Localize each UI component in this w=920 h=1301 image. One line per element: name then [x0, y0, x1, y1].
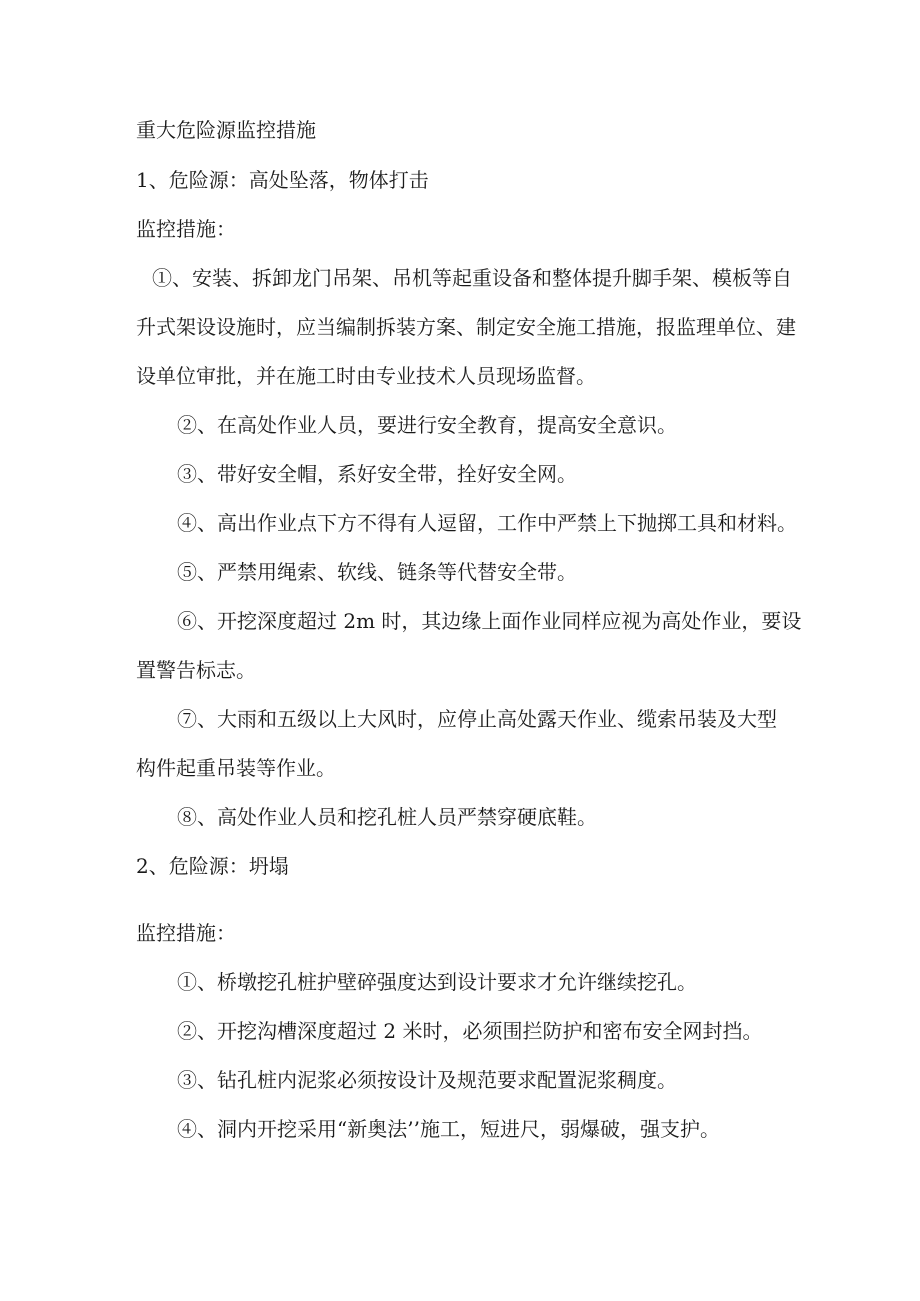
section1-item7-line1: ⑦、大雨和五级以上大风时，应停止高处露天作业、缆索吊装及大型 — [177, 707, 777, 731]
section1-item8: ⑧、高处作业人员和挖孔桩人员严禁穿硬底鞋。 — [177, 805, 597, 829]
section2-item4: ④、洞内开挖采用“新奥法’’施工，短进尺，弱爆破，强支护。 — [177, 1117, 720, 1141]
section2-heading: 2、危险源：坍塌 — [136, 854, 289, 878]
section2-item1: ①、桥墩挖孔桩护壁碎强度达到设计要求才允许继续挖孔。 — [177, 970, 697, 994]
section1-item1-line3: 设单位审批，并在施工时由专业技术人员现场监督。 — [136, 364, 596, 388]
section1-item7-line2: 构件起重吊装等作业。 — [136, 756, 336, 780]
section1-item1-line2: 升式架设设施时，应当编制拆装方案、制定安全施工措施，报监理单位、建 — [136, 315, 796, 339]
section1-item6-line2: 置警告标志。 — [136, 658, 256, 682]
section2-item2: ②、开挖沟槽深度超过 2 米时，必须围拦防护和密布安全网封挡。 — [177, 1019, 763, 1043]
section1-item1-line1: ①、安装、拆卸龙门吊架、吊机等起重设备和整体提升脚手架、模板等自 — [152, 266, 792, 290]
section1-item2: ②、在高处作业人员，要进行安全教育，提高安全意识。 — [177, 413, 677, 437]
document-title: 重大危险源监控措施 — [136, 118, 316, 142]
section1-item3: ③、带好安全帽，系好安全带，拴好安全网。 — [177, 462, 577, 486]
section2-item3: ③、钻孔桩内泥浆必须按设计及规范要求配置泥浆稠度。 — [177, 1068, 677, 1092]
section1-heading: 1、危险源：高处坠落，物体打击 — [136, 168, 429, 192]
section1-item5: ⑤、严禁用绳索、软线、链条等代替安全带。 — [177, 560, 577, 584]
section1-measures-label: 监控措施： — [136, 217, 236, 241]
section1-item4: ④、高出作业点下方不得有人逗留，工作中严禁上下抛掷工具和材料。 — [177, 511, 797, 535]
section2-measures-label: 监控措施： — [136, 921, 236, 945]
section1-item6-line1: ⑥、开挖深度超过 2m 时，其边缘上面作业同样应视为高处作业，要设 — [177, 609, 802, 633]
